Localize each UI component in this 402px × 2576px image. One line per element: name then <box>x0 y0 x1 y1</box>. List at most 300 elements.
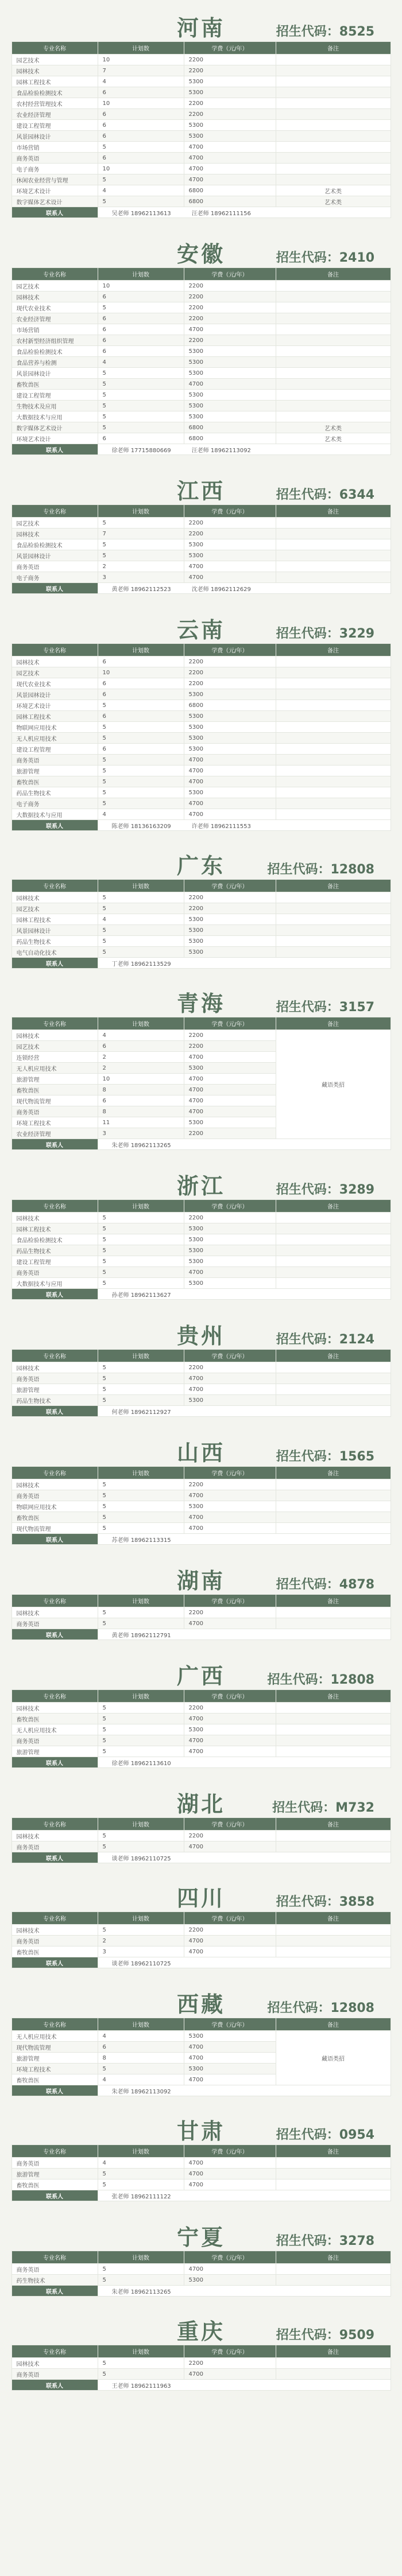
plan-count: 5 <box>98 2369 184 2380</box>
contact-phone[interactable]: 18962113092 <box>210 447 251 454</box>
province-section <box>0 2308 402 2391</box>
admission-code-value: 4878 <box>339 1578 374 1592</box>
admission-code <box>276 1330 374 1347</box>
header-note: 备注 <box>276 2018 391 2031</box>
plan-count: 5 <box>98 1373 184 1384</box>
table-row <box>11 667 391 678</box>
table-row <box>11 153 391 164</box>
contact-row <box>11 444 391 455</box>
note <box>276 776 391 787</box>
note <box>276 539 391 550</box>
note <box>276 572 391 583</box>
plan-count: 5 <box>98 1362 184 1373</box>
province-section <box>0 2214 402 2297</box>
contact-person <box>192 586 251 593</box>
plan-count: 5 <box>98 1618 184 1629</box>
contact-label: 联系人 <box>11 583 98 594</box>
admission-code <box>276 248 374 266</box>
major-name: 物联网应用技术 <box>11 1501 98 1512</box>
admission-code-value: 12808 <box>330 862 374 877</box>
header-count: 计划数 <box>98 1350 184 1362</box>
plan-count: 5 <box>98 518 184 529</box>
note <box>276 2169 391 2179</box>
header-major: 专业名称 <box>11 1017 98 1030</box>
contact-label: 联系人 <box>11 820 98 831</box>
admission-code-label: 招生代码： <box>267 2001 331 2015</box>
table-row <box>11 196 391 207</box>
major-name: 药品生物技术 <box>11 787 98 798</box>
plan-count: 5 <box>98 1501 184 1512</box>
plan-count: 6 <box>98 744 184 755</box>
contact-phone[interactable]: 18962112523 <box>130 586 171 593</box>
header-note: 备注 <box>276 1912 391 1925</box>
note <box>276 1703 391 1714</box>
plan-count: 5 <box>98 798 184 809</box>
tuition-fee: 2200 <box>184 302 276 313</box>
plan-count: 10 <box>98 1074 184 1085</box>
tuition-fee: 5300 <box>184 733 276 744</box>
contact-phone[interactable]: 18962111553 <box>210 823 251 830</box>
major-name: 园林工程技术 <box>11 914 98 925</box>
contact-name: 吴老师 <box>111 210 129 217</box>
table-header-row <box>11 1200 391 1213</box>
tuition-fee: 5300 <box>184 1234 276 1245</box>
plan-count: 5 <box>98 766 184 776</box>
header-count: 计划数 <box>98 644 184 656</box>
header-major: 专业名称 <box>11 268 98 281</box>
contact-name: 苏老师 <box>111 1537 129 1544</box>
major-name: 风景园林设计 <box>11 368 98 379</box>
admission-code <box>267 1670 374 1688</box>
tuition-fee: 2200 <box>184 109 276 120</box>
contact-phone[interactable]: 18962111122 <box>130 2193 171 2200</box>
note <box>276 936 391 947</box>
province-header <box>0 468 402 504</box>
tuition-fee: 4700 <box>184 1936 276 1946</box>
contact-person <box>112 1761 171 1767</box>
note <box>276 164 391 174</box>
header-fee: 学费（元/年） <box>184 1017 276 1030</box>
tuition-fee: 4700 <box>184 1618 276 1629</box>
note <box>276 1714 391 1724</box>
table-row <box>11 335 391 346</box>
note <box>276 1607 391 1618</box>
province-name: 甘肃 <box>176 2119 225 2144</box>
contact-phone[interactable]: 18136163209 <box>130 823 171 830</box>
contact-label: 联系人 <box>11 2190 98 2201</box>
major-name: 无人机应用技术 <box>11 1724 98 1735</box>
tuition-fee: 2200 <box>184 678 276 689</box>
note <box>276 1523 391 1534</box>
header-major: 专业名称 <box>11 2345 98 2358</box>
plan-count: 4 <box>98 2074 184 2085</box>
header-fee: 学费（元/年） <box>184 1912 276 1925</box>
contact-phone[interactable]: 18962110725 <box>130 1960 171 1967</box>
contact-person <box>112 1292 171 1299</box>
header-major: 专业名称 <box>11 1818 98 1831</box>
major-name: 生物技术及应用 <box>11 401 98 411</box>
contact-person <box>192 211 251 217</box>
table-row <box>11 185 391 196</box>
tuition-fee: 2200 <box>184 1362 276 1373</box>
province-header <box>0 1653 402 1689</box>
note <box>276 368 391 379</box>
major-name: 食品检验检测技术 <box>11 539 98 550</box>
table-row <box>11 787 391 798</box>
major-name: 园林工程技术 <box>11 1223 98 1234</box>
admission-code-value: 3278 <box>339 2234 374 2248</box>
major-name: 现代农业技术 <box>11 302 98 313</box>
tuition-fee: 5300 <box>184 711 276 722</box>
plan-count: 3 <box>98 1128 184 1139</box>
table-row <box>11 1030 391 1041</box>
note <box>276 109 391 120</box>
tuition-fee: 6800 <box>184 700 276 711</box>
contact-phone[interactable]: 18962112927 <box>130 1409 171 1416</box>
contact-phone[interactable]: 18962113529 <box>130 961 171 968</box>
contact-phone[interactable]: 18962113610 <box>130 1760 171 1767</box>
note <box>276 1213 391 1223</box>
table-row <box>11 755 391 766</box>
admission-code <box>276 2231 374 2249</box>
major-name: 园艺技术 <box>11 55 98 65</box>
enrollment-table <box>11 1349 391 1417</box>
major-name: 电气自动化技术 <box>11 947 98 958</box>
table-row <box>11 1501 391 1512</box>
contact-row <box>11 2380 391 2391</box>
contact-name: 何老师 <box>111 1409 129 1416</box>
major-name: 建设工程管理 <box>11 390 98 401</box>
note <box>276 809 391 820</box>
table-row <box>11 561 391 572</box>
tuition-fee: 2200 <box>184 55 276 65</box>
contact-label: 联系人 <box>11 1289 98 1300</box>
contact-info <box>98 820 391 831</box>
contact-info <box>98 958 391 969</box>
contact-person <box>112 2089 171 2095</box>
major-name: 风景园林设计 <box>11 925 98 936</box>
enrollment-table <box>11 879 391 969</box>
tuition-fee: 5300 <box>184 539 276 550</box>
province-name: 山西 <box>176 1440 225 1466</box>
plan-count: 5 <box>98 1256 184 1267</box>
tuition-fee: 2200 <box>184 1128 276 1139</box>
note <box>276 925 391 936</box>
plan-count: 5 <box>98 776 184 787</box>
plan-count: 5 <box>98 411 184 422</box>
plan-count: 5 <box>98 1735 184 1746</box>
table-row <box>11 1724 391 1735</box>
tuition-fee: 4700 <box>184 798 276 809</box>
note <box>276 656 391 667</box>
major-name: 园林工程技术 <box>11 76 98 87</box>
tuition-fee: 5300 <box>184 1063 276 1074</box>
plan-count: 5 <box>98 1512 184 1523</box>
plan-count: 6 <box>98 711 184 722</box>
contact-name: 黄老师 <box>111 1632 129 1639</box>
note <box>276 2179 391 2190</box>
table-row <box>11 302 391 313</box>
table-row <box>11 518 391 529</box>
note <box>276 346 391 357</box>
note <box>276 174 391 185</box>
tuition-fee: 4700 <box>184 1490 276 1501</box>
plan-count: 5 <box>98 550 184 561</box>
plan-count: 3 <box>98 572 184 583</box>
header-note: 备注 <box>276 2251 391 2264</box>
plan-count: 5 <box>98 2169 184 2179</box>
contact-phone[interactable]: 18962113092 <box>130 2088 171 2095</box>
contact-person <box>112 1409 171 1416</box>
major-name: 商务英语 <box>11 1735 98 1746</box>
tuition-fee: 4700 <box>184 379 276 390</box>
note <box>276 153 391 164</box>
plan-count: 5 <box>98 174 184 185</box>
province-header <box>0 5 402 41</box>
contact-info <box>98 1289 391 1300</box>
note <box>276 561 391 572</box>
table-row <box>11 346 391 357</box>
table-row <box>11 142 391 153</box>
province-section <box>0 607 402 831</box>
contact-person <box>112 1856 171 1862</box>
plan-count: 5 <box>98 755 184 766</box>
contact-row <box>11 583 391 594</box>
header-note: 备注 <box>276 1200 391 1213</box>
note: 艺术类 <box>276 422 391 433</box>
note <box>276 903 391 914</box>
province-header <box>0 842 402 879</box>
header-count: 计划数 <box>98 2145 184 2158</box>
plan-count: 5 <box>98 903 184 914</box>
contact-phone[interactable]: 18962110725 <box>130 1855 171 1862</box>
major-name: 旅游管理 <box>11 2053 98 2064</box>
plan-count: 4 <box>98 914 184 925</box>
plan-count: 5 <box>98 539 184 550</box>
admission-code <box>276 2325 374 2343</box>
table-row <box>11 1512 391 1523</box>
table-row <box>11 947 391 958</box>
contact-info <box>98 1629 391 1640</box>
table-row <box>11 1256 391 1267</box>
contact-person <box>192 823 251 830</box>
plan-count: 3 <box>98 1946 184 1957</box>
note <box>276 2264 391 2275</box>
major-name: 大数据技术与应用 <box>11 1278 98 1289</box>
header-fee: 学费（元/年） <box>184 2018 276 2031</box>
table-header-row <box>11 2251 391 2264</box>
table-row <box>11 120 391 131</box>
plan-count: 5 <box>98 2358 184 2369</box>
major-name: 无人机应用技术 <box>11 1063 98 1074</box>
note <box>276 142 391 153</box>
tuition-fee: 5300 <box>184 411 276 422</box>
header-note: 备注 <box>276 1818 391 1831</box>
header-major: 专业名称 <box>11 505 98 518</box>
tuition-fee: 4700 <box>184 1373 276 1384</box>
province-name: 西藏 <box>176 1992 225 2017</box>
header-count: 计划数 <box>98 1912 184 1925</box>
major-name: 园艺技术 <box>11 1041 98 1052</box>
admission-code-label: 招生代码： <box>276 2328 339 2342</box>
enrollment-table <box>11 1466 391 1545</box>
header-major: 专业名称 <box>11 1595 98 1607</box>
note <box>276 1373 391 1384</box>
contact-phone[interactable]: 18962113265 <box>130 2289 171 2295</box>
plan-count: 5 <box>98 1267 184 1278</box>
major-name: 农业经济管理 <box>11 1128 98 1139</box>
plan-count: 5 <box>98 1234 184 1245</box>
header-fee: 学费（元/年） <box>184 268 276 281</box>
tuition-fee: 5300 <box>184 131 276 142</box>
tuition-fee: 4700 <box>184 755 276 766</box>
contact-label: 联系人 <box>11 958 98 969</box>
major-name: 数字媒体艺术设计 <box>11 422 98 433</box>
header-count: 计划数 <box>98 2251 184 2264</box>
contact-row <box>11 1139 391 1150</box>
admission-code-label: 招生代码： <box>276 1183 339 1197</box>
admission-code-value: 8525 <box>339 25 374 39</box>
major-name: 园艺技术 <box>11 518 98 529</box>
tuition-fee: 5300 <box>184 936 276 947</box>
major-name: 农村新型经济组织管理 <box>11 335 98 346</box>
contact-phone[interactable]: 18962113613 <box>130 210 171 217</box>
province-section <box>0 1981 402 2096</box>
plan-count: 6 <box>98 346 184 357</box>
contact-phone[interactable]: 18962113315 <box>130 1537 171 1544</box>
header-fee: 学费（元/年） <box>184 42 276 55</box>
contact-label: 联系人 <box>11 1757 98 1768</box>
tuition-fee: 4700 <box>184 2053 276 2064</box>
province-header <box>0 1781 402 1817</box>
note <box>276 798 391 809</box>
admission-code-label: 招生代码： <box>276 25 339 39</box>
header-note: 备注 <box>276 880 391 892</box>
table-row <box>11 1607 391 1618</box>
major-name: 畜牧兽医 <box>11 1714 98 1724</box>
contact-row <box>11 1289 391 1300</box>
major-name: 数字媒体艺术设计 <box>11 196 98 207</box>
plan-count: 5 <box>98 1223 184 1234</box>
header-major: 专业名称 <box>11 1467 98 1479</box>
header-fee: 学费（元/年） <box>184 1467 276 1479</box>
contact-phone[interactable]: 17715880669 <box>130 447 171 454</box>
note <box>276 766 391 776</box>
contact-phone[interactable]: 18962112791 <box>130 1632 171 1639</box>
contact-phone[interactable]: 18962111963 <box>130 2383 171 2389</box>
tuition-fee: 2200 <box>184 656 276 667</box>
plan-count: 5 <box>98 722 184 733</box>
contact-name: 沈老师 <box>191 586 209 593</box>
plan-count: 5 <box>98 787 184 798</box>
table-row <box>11 1373 391 1384</box>
table-row <box>11 1831 391 1841</box>
note <box>276 947 391 958</box>
table-row <box>11 2369 391 2380</box>
table-row <box>11 87 391 98</box>
admission-code-label: 招生代码： <box>267 1673 331 1687</box>
header-note: 备注 <box>276 505 391 518</box>
tuition-fee: 5300 <box>184 2064 276 2074</box>
table-row <box>11 164 391 174</box>
table-row <box>11 368 391 379</box>
header-major: 专业名称 <box>11 1200 98 1213</box>
plan-count: 7 <box>98 529 184 539</box>
major-name: 畜牧兽医 <box>11 1946 98 1957</box>
header-count: 计划数 <box>98 42 184 55</box>
major-name: 园林技术 <box>11 1213 98 1223</box>
plan-count: 5 <box>98 947 184 958</box>
note <box>276 1490 391 1501</box>
contact-phone[interactable]: 18962113627 <box>130 1292 171 1299</box>
table-row <box>11 411 391 422</box>
table-row <box>11 903 391 914</box>
contact-phone[interactable]: 18962113265 <box>130 1142 171 1149</box>
tuition-fee: 5300 <box>184 2031 276 2042</box>
plan-count: 5 <box>98 401 184 411</box>
tuition-fee: 4700 <box>184 572 276 583</box>
tuition-fee: 4700 <box>184 2369 276 2380</box>
plan-count: 6 <box>98 433 184 444</box>
plan-count: 6 <box>98 292 184 302</box>
header-major: 专业名称 <box>11 1690 98 1703</box>
table-row <box>11 313 391 324</box>
contact-name: 谈老师 <box>111 1855 129 1862</box>
major-name: 园林技术 <box>11 65 98 76</box>
tuition-fee: 5300 <box>184 947 276 958</box>
plan-count: 5 <box>98 936 184 947</box>
contact-label: 联系人 <box>11 1852 98 1863</box>
tuition-fee: 4700 <box>184 1074 276 1085</box>
header-fee: 学费（元/年） <box>184 505 276 518</box>
contact-phone[interactable]: 18962111156 <box>210 210 251 217</box>
contact-label: 联系人 <box>11 2380 98 2391</box>
plan-count: 5 <box>98 196 184 207</box>
table-row <box>11 401 391 411</box>
province-header <box>0 2214 402 2251</box>
table-row <box>11 1267 391 1278</box>
contact-info <box>98 2085 391 2096</box>
major-name: 园林技术 <box>11 292 98 302</box>
contact-label: 联系人 <box>11 1629 98 1640</box>
contact-info <box>98 1406 391 1417</box>
plan-count: 4 <box>98 2031 184 2042</box>
admission-code-value: 2410 <box>339 251 374 265</box>
tuition-fee: 4700 <box>184 776 276 787</box>
plan-count: 5 <box>98 1746 184 1757</box>
major-name: 园林工程技术 <box>11 711 98 722</box>
major-name: 大数据技术与应用 <box>11 411 98 422</box>
contact-phone[interactable]: 18962112629 <box>210 586 251 593</box>
enrollment-table <box>11 2251 391 2297</box>
major-name: 畜牧兽医 <box>11 776 98 787</box>
note: 艺术类 <box>276 433 391 444</box>
note <box>276 1946 391 1957</box>
major-name: 环境艺术设计 <box>11 185 98 196</box>
major-name: 药生物技术 <box>11 2275 98 2286</box>
major-name: 商务英语 <box>11 755 98 766</box>
table-row <box>11 925 391 936</box>
tuition-fee: 5300 <box>184 390 276 401</box>
contact-name: 汪老师 <box>191 210 209 217</box>
table-header-row <box>11 2018 391 2031</box>
tuition-fee: 4700 <box>184 2179 276 2190</box>
note <box>276 1618 391 1629</box>
table-header-row <box>11 644 391 656</box>
tuition-fee: 5300 <box>184 550 276 561</box>
table-header-row <box>11 1595 391 1607</box>
tuition-fee: 2200 <box>184 65 276 76</box>
